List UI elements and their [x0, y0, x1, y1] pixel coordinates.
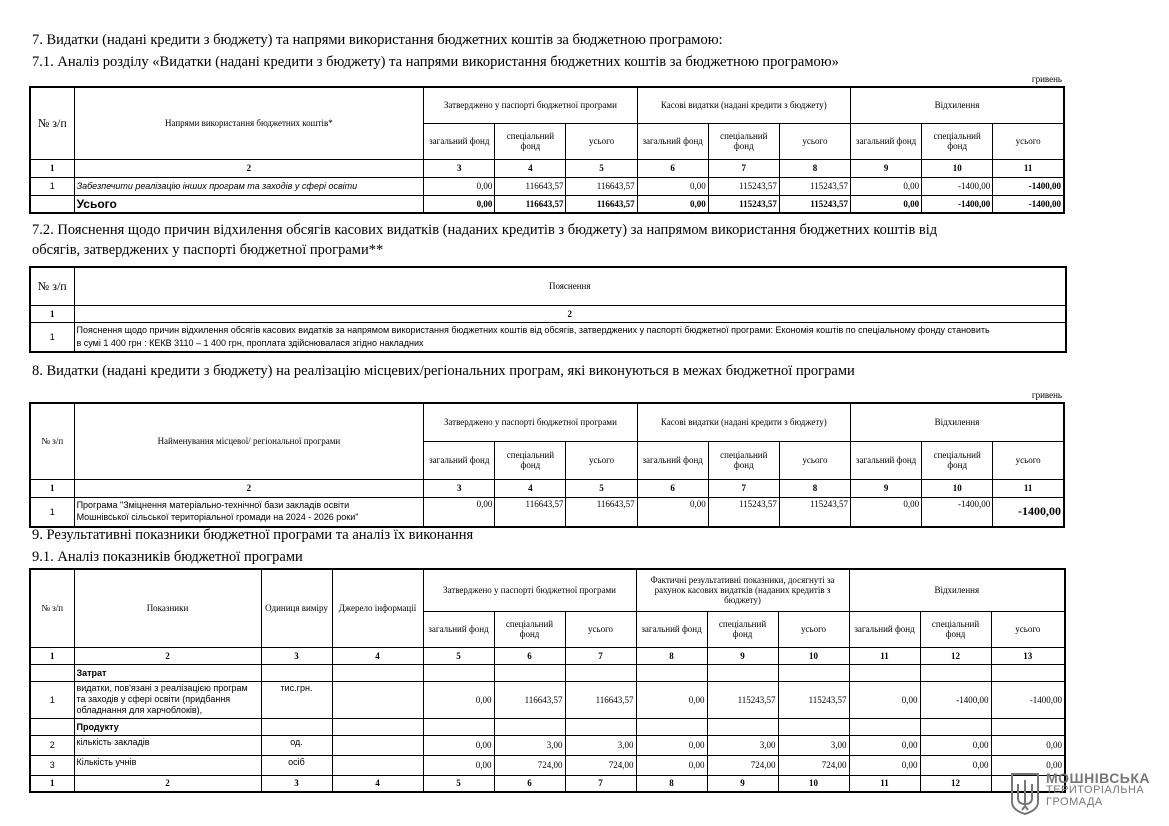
col-num: 4 [332, 647, 423, 664]
cell-value: 0,00 [849, 735, 920, 755]
col-num: 9 [707, 647, 778, 664]
empty-cell [494, 718, 565, 735]
col-num: 3 [424, 159, 495, 177]
total-label: Усього [74, 195, 424, 213]
cell-value: 115243,57 [707, 681, 778, 718]
row-no: 1 [30, 681, 74, 718]
header-gen: загальний фонд [636, 611, 707, 647]
header-spec: спеціальний фонд [922, 123, 993, 159]
table-row [30, 735, 1065, 755]
header-gen: загальний фонд [637, 441, 708, 479]
row-unit: тис.грн. [261, 681, 332, 718]
row-no: 3 [30, 755, 74, 775]
total-row [30, 195, 1064, 213]
col-num: 13 [991, 647, 1065, 664]
header-spec: спеціальний фонд [920, 611, 991, 647]
cell-value: 0,00 [991, 755, 1065, 775]
empty-cell [423, 718, 494, 735]
header-indicators: Показники [74, 569, 261, 647]
community-logo [1010, 772, 1168, 822]
header-no: № з/п [30, 267, 74, 305]
col-num: 10 [778, 647, 849, 664]
program-name-line: Мошнівської сільської територіальної громади на 2024 - 2026 роки" [76, 511, 359, 522]
section-8-title: 8. Видатки (надані кредити з бюджету) на реалізацію місцевих/регіональних програм, які виконуються в межах бюджетної програми [32, 363, 855, 379]
cell-value: 116643,57 [495, 195, 566, 213]
empty-cell [778, 664, 849, 681]
table-row [30, 681, 1065, 718]
header-tot: усього [778, 611, 849, 647]
col-num: 10 [922, 479, 993, 497]
header-cash: Касові видатки (надані кредити з бюджету) [637, 403, 850, 441]
unit-label: гривень [1031, 74, 1062, 84]
table-7-1 [29, 86, 1065, 214]
cell-value: 3,00 [565, 735, 636, 755]
col-num: 3 [261, 647, 332, 664]
header-cash: Касові видатки (надані кредити з бюджету) [637, 87, 850, 123]
header-spec: спеціальний фонд [494, 611, 565, 647]
cell-value: 115243,57 [708, 177, 779, 195]
empty-cell [991, 718, 1065, 735]
cell-value: 724,00 [778, 755, 849, 775]
header-tot: усього [779, 123, 850, 159]
col-num: 2 [74, 479, 424, 497]
col-num: 9 [851, 159, 922, 177]
header-approved: Затверджено у паспорті бюджетної програми [424, 403, 637, 441]
cell-value: 0,00 [424, 177, 495, 195]
cell-value: -1400,00 [922, 497, 993, 527]
cell-value: 116643,57 [565, 681, 636, 718]
col-num: 7 [708, 159, 779, 177]
explanation-line: Пояснення щодо причин відхилення обсягів касових видатків за напрямом використання бюджетних коштів від обсягів, затверджених у паспорті бюджетної програми: Економія коштів по спеціальному фонду становить [76, 324, 990, 335]
cell-value: 116643,57 [566, 195, 637, 213]
program-name-line: Програма "Зміцнення матеріально-технічної бази закладів освіти [76, 499, 350, 510]
header-gen: загальний фонд [423, 611, 494, 647]
header-no: № з/п [30, 569, 74, 647]
cell-value: -1400,00 [993, 177, 1064, 195]
cell-value: 115243,57 [708, 195, 779, 213]
col-num: 7 [565, 775, 636, 792]
header-direction: Напрями використання бюджетних коштів* [74, 87, 424, 159]
col-num: 11 [993, 159, 1064, 177]
row-source [332, 755, 423, 775]
cell-value: -1400,00 [991, 681, 1065, 718]
table-8 [29, 402, 1065, 528]
empty-cell [494, 664, 565, 681]
col-num: 2 [74, 305, 1066, 322]
cell-value: 0,00 [637, 177, 708, 195]
row-name: видатки, пов'язані з реалізацією програм та заходів у сфері освіти (придбання обладнання для харчоблоків), [74, 681, 261, 718]
cell-value: 115243,57 [778, 681, 849, 718]
empty-cell [636, 718, 707, 735]
table-row [30, 755, 1065, 775]
header-no: № з/п [30, 87, 74, 159]
section-7-2-title: 7.2. Пояснення щодо причин відхилення обсягів касових видатків (наданих кредитів з бюджету) за напрямом використання бюджетних коштів від [32, 222, 938, 238]
explanation-line: в сумі 1 400 грн : КЕКВ 3110 – 1 400 грн, проплата здійснювалася згідно накладних [76, 337, 424, 348]
cell-value: 115243,57 [779, 177, 850, 195]
empty-cell [30, 664, 74, 681]
cell-value: 116643,57 [566, 497, 637, 527]
header-spec: спеціальний фонд [708, 123, 779, 159]
col-num: 5 [423, 775, 494, 792]
col-num: 1 [30, 305, 74, 322]
header-approved: Затверджено у паспорті бюджетної програми [423, 569, 636, 611]
cell-value: 0,00 [991, 735, 1065, 755]
header-spec: спеціальний фонд [495, 441, 566, 479]
group-row [30, 718, 1065, 735]
col-num: 4 [332, 775, 423, 792]
header-tot: усього [566, 441, 637, 479]
logo-text [1046, 772, 1150, 808]
header-gen: загальний фонд [851, 123, 922, 159]
row-name [74, 497, 424, 527]
col-num: 7 [708, 479, 779, 497]
cell-value: 0,00 [423, 681, 494, 718]
cell-value: 0,00 [849, 755, 920, 775]
cell-value: 724,00 [707, 755, 778, 775]
col-num: 9 [851, 479, 922, 497]
table-7-2 [29, 266, 1067, 353]
row-no: 1 [30, 177, 74, 195]
empty-cell [565, 664, 636, 681]
row-no: 2 [30, 735, 74, 755]
col-num: 6 [494, 647, 565, 664]
row-source [332, 681, 423, 718]
group-row [30, 664, 1065, 681]
cell-value: 0,00 [851, 195, 922, 213]
empty-cell [849, 664, 920, 681]
header-unit: Одиниця виміру [261, 569, 332, 647]
cell-value: 116643,57 [495, 177, 566, 195]
cell-value: 0,00 [851, 177, 922, 195]
header-no: № з/п [30, 403, 74, 479]
cell-value: 3,00 [707, 735, 778, 755]
cell-value: 0,00 [424, 195, 495, 213]
empty-cell [332, 718, 423, 735]
cell-value: 0,00 [423, 755, 494, 775]
header-deviation: Відхилення [851, 403, 1064, 441]
col-num: 1 [30, 647, 74, 664]
col-num: 2 [74, 775, 261, 792]
empty-cell [423, 664, 494, 681]
header-gen: загальний фонд [424, 123, 495, 159]
logo-line: ТЕРИТОРІАЛЬНА [1046, 784, 1145, 796]
header-program-name: Найменування місцевої/ регіональної програми [74, 403, 424, 479]
header-spec: спеціальний фонд [707, 611, 778, 647]
trident-icon [1010, 772, 1040, 816]
cell-value: 3,00 [494, 735, 565, 755]
col-num: 1 [30, 479, 74, 497]
empty-cell [636, 664, 707, 681]
section-7-title: 7. Видатки (надані кредити з бюджету) та напрями використання бюджетних коштів за бюджетною програмою: [32, 32, 723, 48]
cell-value: 0,00 [637, 195, 708, 213]
col-num: 5 [423, 647, 494, 664]
row-no: 1 [30, 322, 74, 352]
section-7-2-title-cont: обсягів, затверджених у паспорті бюджетної програми** [32, 242, 384, 258]
cell-value: 116643,57 [495, 497, 566, 527]
header-spec: спеціальний фонд [708, 441, 779, 479]
header-gen: загальний фонд [637, 123, 708, 159]
col-num: 4 [495, 159, 566, 177]
col-num: 5 [566, 479, 637, 497]
empty-cell [261, 718, 332, 735]
group-label: Продукту [74, 718, 261, 735]
cell-value: 0,00 [920, 755, 991, 775]
cell-value: 0,00 [636, 735, 707, 755]
col-num: 1 [30, 159, 74, 177]
row-name: Забезпечити реалізацію інших програм та заходів у сфері освіти [74, 177, 424, 195]
cell-value: 724,00 [494, 755, 565, 775]
table-9-1 [29, 568, 1066, 793]
empty-cell [991, 664, 1065, 681]
cell-value: 0,00 [637, 497, 708, 527]
logo-line: ГРОМАДА [1046, 796, 1103, 808]
empty-cell [332, 664, 423, 681]
cell-value: 0,00 [920, 735, 991, 755]
cell-value: -1400,00 [922, 177, 993, 195]
cell-value: 116643,57 [566, 177, 637, 195]
col-num: 7 [565, 647, 636, 664]
table-row [30, 322, 1066, 352]
empty-cell [920, 664, 991, 681]
header-tot: усього [993, 441, 1064, 479]
cell-value: 0,00 [636, 755, 707, 775]
col-num: 11 [849, 647, 920, 664]
header-tot: усього [779, 441, 850, 479]
empty-cell [707, 718, 778, 735]
col-num: 6 [637, 479, 708, 497]
header-spec: спеціальний фонд [495, 123, 566, 159]
empty-cell [849, 718, 920, 735]
empty-cell [920, 718, 991, 735]
cell-value: 115243,57 [779, 497, 850, 527]
row-unit: од. [261, 735, 332, 755]
explanation-text [74, 322, 1066, 352]
col-num: 5 [566, 159, 637, 177]
header-source: Джерело інформації [332, 569, 423, 647]
header-deviation: Відхилення [851, 87, 1064, 123]
cell-value: 0,00 [849, 681, 920, 718]
cell-value: 3,00 [778, 735, 849, 755]
col-num: 9 [707, 775, 778, 792]
row-name: Кількість учнів [74, 755, 261, 775]
header-tot: усього [566, 123, 637, 159]
col-num: 2 [74, 159, 424, 177]
col-num: 1 [30, 775, 74, 792]
cell-value: 0,00 [423, 735, 494, 755]
empty-cell [565, 718, 636, 735]
header-spec: спеціальний фонд [922, 441, 993, 479]
col-num: 12 [920, 647, 991, 664]
col-num: 10 [922, 159, 993, 177]
col-num: 3 [424, 479, 495, 497]
cell-value: -1400,00 [920, 681, 991, 718]
header-approved: Затверджено у паспорті бюджетної програми [424, 87, 637, 123]
header-tot: усього [565, 611, 636, 647]
header-tot: усього [993, 123, 1064, 159]
row-name: кількість закладів [74, 735, 261, 755]
cell-value: 0,00 [424, 497, 495, 527]
col-num: 3 [261, 775, 332, 792]
col-num: 6 [637, 159, 708, 177]
header-fact: Фактичні результативні показники, досягнуті за рахунок касових видатків (наданих кредитів з бюджету) [636, 569, 849, 611]
empty-cell [30, 718, 74, 735]
cell-value: 0,00 [851, 497, 922, 527]
group-label: Затрат [74, 664, 261, 681]
empty-cell [778, 718, 849, 735]
cell-value: -1400,00 [922, 195, 993, 213]
col-num: 8 [779, 159, 850, 177]
row-unit: осіб [261, 755, 332, 775]
cell-value: -1400,00 [993, 497, 1064, 527]
empty-cell [707, 664, 778, 681]
section-9-1-title: 9.1. Аналіз показників бюджетної програми [32, 549, 303, 565]
row-no [30, 195, 74, 213]
row-source [332, 735, 423, 755]
cell-value: -1400,00 [993, 195, 1064, 213]
section-9-title: 9. Результативні показники бюджетної програми та аналіз їх виконання [32, 527, 474, 543]
header-gen: загальний фонд [424, 441, 495, 479]
unit-label: гривень [1031, 390, 1062, 400]
header-gen: загальний фонд [849, 611, 920, 647]
cell-value: 0,00 [636, 681, 707, 718]
col-num: 11 [993, 479, 1064, 497]
col-num: 2 [74, 647, 261, 664]
col-num: 11 [849, 775, 920, 792]
col-num: 8 [636, 775, 707, 792]
header-gen: загальний фонд [851, 441, 922, 479]
header-explanation: Пояснення [74, 267, 1066, 305]
col-num: 4 [495, 479, 566, 497]
table-row [30, 177, 1064, 195]
cell-value: 115243,57 [779, 195, 850, 213]
cell-value: 724,00 [565, 755, 636, 775]
col-num: 12 [920, 775, 991, 792]
col-num: 8 [636, 647, 707, 664]
table-row [30, 497, 1064, 527]
col-num: 10 [778, 775, 849, 792]
col-num: 6 [494, 775, 565, 792]
col-num: 8 [779, 479, 850, 497]
row-no: 1 [30, 497, 74, 527]
header-tot: усього [991, 611, 1065, 647]
empty-cell [261, 664, 332, 681]
header-deviation: Відхилення [849, 569, 1065, 611]
section-7-1-title: 7.1. Аналіз розділу «Видатки (надані кредити з бюджету) та напрями використання бюджетних коштів за бюджетною програмою» [32, 54, 839, 70]
cell-value: 115243,57 [708, 497, 779, 527]
cell-value: 116643,57 [494, 681, 565, 718]
logo-line: МОШНІВСЬКА [1046, 770, 1151, 786]
